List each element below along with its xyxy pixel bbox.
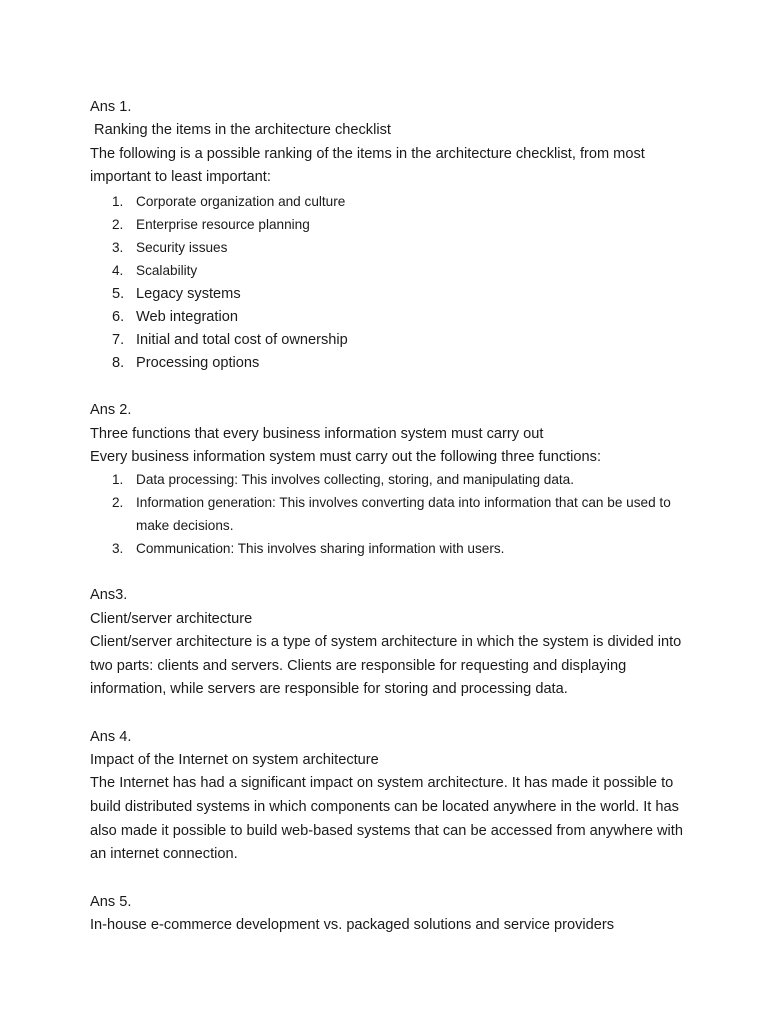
answer-2-label: Ans 2. [90,402,132,419]
spacer [90,702,690,726]
answer-1-intro: The following is a possible ranking of the items in the architecture checklist, from most important to least important: [90,145,645,186]
list-item: 1. Corporate organization and culture [112,193,346,209]
list-item: 3. Security issues [112,240,228,256]
answer-4-body: The Internet has had a significant impact on system architecture. It has made it possible to build distributed systems in which components can be located anywhere in the world. It has also made it possible to build web-based systems that can be accessed from anywhere with an internet connection. [90,775,683,863]
spacer [90,375,690,399]
list-item: 4. Scalability [112,263,198,279]
answer-4-label: Ans 4. [90,728,132,745]
answer-5-section [90,891,690,938]
list-item: 2. Information generation: This involves converting data into information that can be used to make decisions. [112,495,671,533]
answer-1-section [90,96,690,375]
answer-1-list-small [90,190,690,283]
answer-5-heading: In-house e-commerce development vs. packaged solutions and service providers [90,917,615,934]
answer-1-list-large [90,283,690,376]
answer-2-intro: Every business information system must carry out the following three functions: [90,449,602,465]
list-item: 1. Data processing: This involves collecting, storing, and manipulating data. [112,472,575,488]
answer-4-heading: Impact of the Internet on system architecture [90,752,379,769]
document-page [90,96,690,937]
list-item: 6. Web integration [112,308,238,325]
answer-4-section [90,726,690,867]
answer-1-heading: Ranking the items in the architecture checklist [90,122,391,139]
list-item: 8. Processing options [112,355,260,372]
spacer [90,560,690,584]
answer-2-list [90,469,690,560]
list-item: 5. Legacy systems [112,285,241,302]
answer-1-label: Ans 1. [90,99,132,115]
answer-3-label: Ans3. [90,587,128,604]
answer-2-section [90,399,690,560]
answer-3-section [90,584,690,701]
list-item: 2. Enterprise resource planning [112,216,310,232]
answer-3-heading: Client/server architecture [90,610,253,627]
list-item: 7. Initial and total cost of ownership [112,332,348,348]
answer-2-heading: Three functions that every business information system must carry out [90,425,544,442]
list-item: 3. Communication: This involves sharing information with users. [112,540,505,556]
answer-3-body: Client/server architecture is a type of system architecture in which the system is divided into two parts: clients and servers. Clients are responsible for requesting and displaying information, while servers are responsible for storing and processing data. [90,634,682,698]
spacer [90,867,690,891]
answer-5-label: Ans 5. [90,893,132,910]
